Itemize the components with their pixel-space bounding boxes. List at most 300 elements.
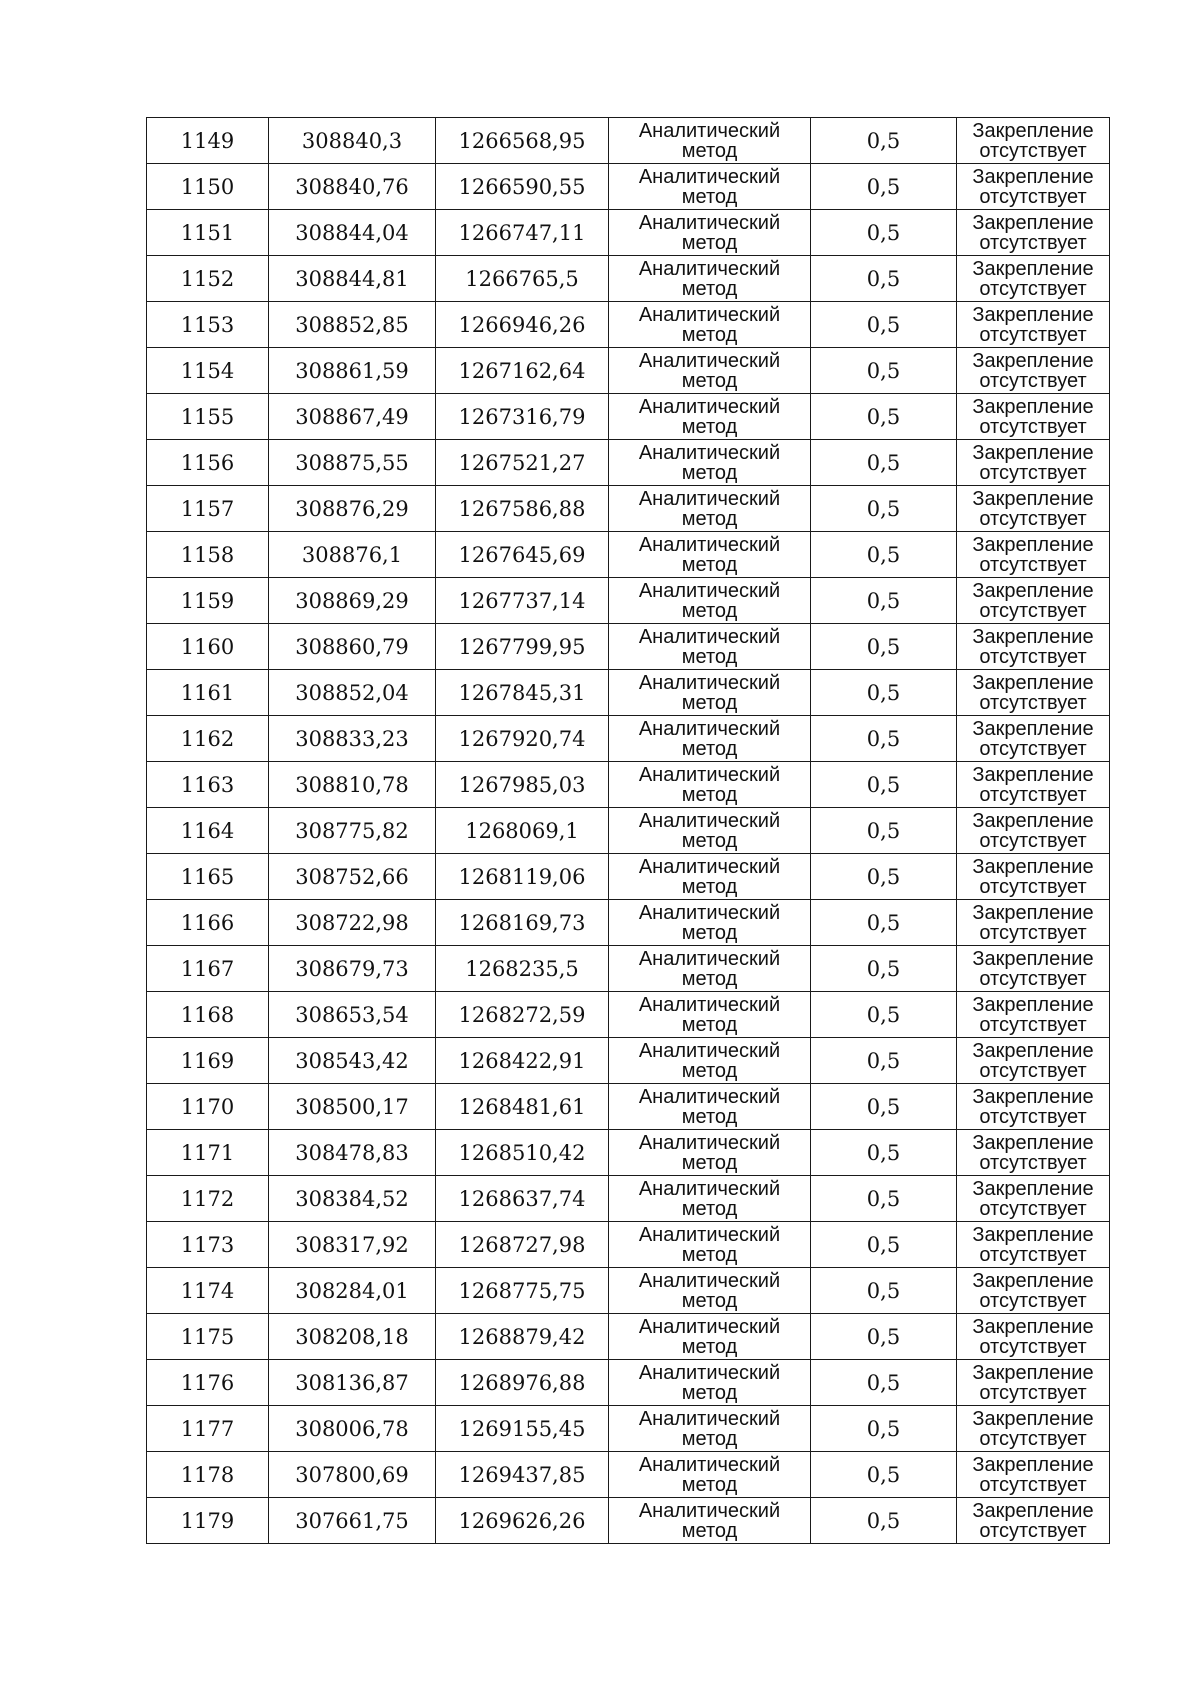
fixing-cell-line: отсутствует [979, 1151, 1087, 1174]
y-coordinate-cell: 1267737,14 [436, 578, 609, 624]
accuracy-cell: 0,5 [811, 670, 957, 716]
x-coordinate-cell: 308833,23 [269, 716, 436, 762]
table-row [147, 808, 1110, 854]
fixing-cell-line: отсутствует [979, 1427, 1087, 1450]
accuracy-cell: 0,5 [811, 946, 957, 992]
fixing-cell-line: отсутствует [979, 1335, 1087, 1358]
y-coordinate-cell: 1267586,88 [436, 486, 609, 532]
accuracy-cell: 0,5 [811, 1452, 957, 1498]
table-row [147, 624, 1110, 670]
x-coordinate-cell: 308852,04 [269, 670, 436, 716]
x-coordinate-cell: 308875,55 [269, 440, 436, 486]
fixing-cell-line: отсутствует [979, 1289, 1087, 1312]
point-number-cell: 1168 [147, 992, 269, 1038]
method-cell-line: Аналитический [638, 809, 781, 832]
x-coordinate-cell: 308876,29 [269, 486, 436, 532]
method-cell [609, 302, 811, 348]
method-cell-line: метод [681, 875, 738, 898]
accuracy-cell: 0,5 [811, 1314, 957, 1360]
fixing-cell-line: Закрепление [972, 993, 1094, 1016]
accuracy-cell: 0,5 [811, 900, 957, 946]
table-row [147, 854, 1110, 900]
table-row [147, 900, 1110, 946]
method-cell [609, 946, 811, 992]
method-cell [609, 348, 811, 394]
point-number-cell: 1149 [147, 118, 269, 164]
fixing-cell-line: отсутствует [979, 875, 1087, 898]
fixing-cell [957, 900, 1110, 946]
fixing-cell-line: Закрепление [972, 717, 1094, 740]
fixing-cell-line: отсутствует [979, 139, 1087, 162]
method-cell-line: метод [681, 1105, 738, 1128]
fixing-cell-line: отсутствует [979, 553, 1087, 576]
method-cell [609, 1406, 811, 1452]
method-cell-line: метод [681, 139, 738, 162]
method-cell-line: Аналитический [638, 855, 781, 878]
fixing-cell-line: Закрепление [972, 1131, 1094, 1154]
accuracy-cell: 0,5 [811, 532, 957, 578]
fixing-cell [957, 486, 1110, 532]
fixing-cell-line: отсутствует [979, 369, 1087, 392]
x-coordinate-cell: 308722,98 [269, 900, 436, 946]
method-cell [609, 670, 811, 716]
point-number-cell: 1175 [147, 1314, 269, 1360]
method-cell [609, 440, 811, 486]
method-cell [609, 578, 811, 624]
accuracy-cell: 0,5 [811, 1406, 957, 1452]
fixing-cell [957, 1406, 1110, 1452]
accuracy-cell: 0,5 [811, 440, 957, 486]
method-cell-line: Аналитический [638, 579, 781, 602]
method-cell-line: метод [681, 691, 738, 714]
x-coordinate-cell: 308775,82 [269, 808, 436, 854]
fixing-cell-line: отсутствует [979, 1059, 1087, 1082]
method-cell [609, 992, 811, 1038]
fixing-cell-line: отсутствует [979, 1197, 1087, 1220]
x-coordinate-cell: 308840,76 [269, 164, 436, 210]
point-number-cell: 1169 [147, 1038, 269, 1084]
point-number-cell: 1172 [147, 1176, 269, 1222]
method-cell-line: метод [681, 1335, 738, 1358]
method-cell-line: Аналитический [638, 947, 781, 970]
table-row [147, 946, 1110, 992]
table-row [147, 1222, 1110, 1268]
y-coordinate-cell: 1267316,79 [436, 394, 609, 440]
accuracy-cell: 0,5 [811, 1222, 957, 1268]
fixing-cell-line: Закрепление [972, 257, 1094, 280]
fixing-cell-line: отсутствует [979, 1013, 1087, 1036]
method-cell-line: Аналитический [638, 441, 781, 464]
method-cell-line: Аналитический [638, 1223, 781, 1246]
method-cell-line: Аналитический [638, 1407, 781, 1430]
fixing-cell [957, 1268, 1110, 1314]
table-row [147, 992, 1110, 1038]
x-coordinate-cell: 308852,85 [269, 302, 436, 348]
fixing-cell [957, 624, 1110, 670]
method-cell-line: метод [681, 1381, 738, 1404]
method-cell-line: Аналитический [638, 533, 781, 556]
fixing-cell [957, 118, 1110, 164]
method-cell-line: Аналитический [638, 1085, 781, 1108]
fixing-cell [957, 210, 1110, 256]
method-cell-line: Аналитический [638, 1131, 781, 1154]
fixing-cell-line: отсутствует [979, 231, 1087, 254]
fixing-cell-line: Закрепление [972, 1039, 1094, 1062]
method-cell-line: Аналитический [638, 395, 781, 418]
method-cell-line: метод [681, 1519, 738, 1542]
y-coordinate-cell: 1268510,42 [436, 1130, 609, 1176]
accuracy-cell: 0,5 [811, 486, 957, 532]
fixing-cell-line: Закрепление [972, 1269, 1094, 1292]
table-row [147, 1084, 1110, 1130]
fixing-cell-line: отсутствует [979, 277, 1087, 300]
y-coordinate-cell: 1267845,31 [436, 670, 609, 716]
y-coordinate-cell: 1268119,06 [436, 854, 609, 900]
method-cell [609, 808, 811, 854]
method-cell-line: метод [681, 1013, 738, 1036]
method-cell-line: Аналитический [638, 763, 781, 786]
point-number-cell: 1179 [147, 1498, 269, 1544]
method-cell-line: Аналитический [638, 165, 781, 188]
method-cell-line: метод [681, 1427, 738, 1450]
point-number-cell: 1171 [147, 1130, 269, 1176]
y-coordinate-cell: 1268637,74 [436, 1176, 609, 1222]
x-coordinate-cell: 308500,17 [269, 1084, 436, 1130]
method-cell [609, 1268, 811, 1314]
x-coordinate-cell: 308876,1 [269, 532, 436, 578]
fixing-cell-line: Закрепление [972, 119, 1094, 142]
y-coordinate-cell: 1266568,95 [436, 118, 609, 164]
method-cell-line: Аналитический [638, 1269, 781, 1292]
point-number-cell: 1170 [147, 1084, 269, 1130]
accuracy-cell: 0,5 [811, 1084, 957, 1130]
fixing-cell-line: Закрепление [972, 855, 1094, 878]
x-coordinate-cell: 308844,81 [269, 256, 436, 302]
method-cell-line: Аналитический [638, 1039, 781, 1062]
method-cell-line: метод [681, 553, 738, 576]
accuracy-cell: 0,5 [811, 992, 957, 1038]
method-cell-line: Аналитический [638, 1361, 781, 1384]
y-coordinate-cell: 1268069,1 [436, 808, 609, 854]
method-cell [609, 762, 811, 808]
method-cell [609, 1360, 811, 1406]
table-row [147, 532, 1110, 578]
x-coordinate-cell: 307800,69 [269, 1452, 436, 1498]
fixing-cell-line: отсутствует [979, 461, 1087, 484]
method-cell-line: метод [681, 185, 738, 208]
x-coordinate-cell: 308478,83 [269, 1130, 436, 1176]
method-cell [609, 716, 811, 762]
x-coordinate-cell: 308543,42 [269, 1038, 436, 1084]
x-coordinate-cell: 308810,78 [269, 762, 436, 808]
method-cell-line: метод [681, 1243, 738, 1266]
table-row [147, 440, 1110, 486]
method-cell [609, 1222, 811, 1268]
fixing-cell [957, 1038, 1110, 1084]
fixing-cell-line: отсутствует [979, 645, 1087, 668]
fixing-cell [957, 348, 1110, 394]
fixing-cell-line: Закрепление [972, 349, 1094, 372]
method-cell [609, 210, 811, 256]
fixing-cell-line: Закрепление [972, 395, 1094, 418]
x-coordinate-cell: 308844,04 [269, 210, 436, 256]
fixing-cell [957, 716, 1110, 762]
point-number-cell: 1152 [147, 256, 269, 302]
fixing-cell [957, 1130, 1110, 1176]
method-cell [609, 394, 811, 440]
method-cell [609, 1084, 811, 1130]
method-cell-line: метод [681, 967, 738, 990]
table-row [147, 1360, 1110, 1406]
accuracy-cell: 0,5 [811, 302, 957, 348]
method-cell [609, 164, 811, 210]
fixing-cell-line: Закрепление [972, 901, 1094, 924]
point-number-cell: 1157 [147, 486, 269, 532]
fixing-cell [957, 578, 1110, 624]
fixing-cell-line: Закрепление [972, 487, 1094, 510]
method-cell [609, 1176, 811, 1222]
fixing-cell [957, 302, 1110, 348]
table-row [147, 1038, 1110, 1084]
accuracy-cell: 0,5 [811, 1038, 957, 1084]
point-number-cell: 1156 [147, 440, 269, 486]
method-cell-line: метод [681, 783, 738, 806]
x-coordinate-cell: 308208,18 [269, 1314, 436, 1360]
x-coordinate-cell: 308384,52 [269, 1176, 436, 1222]
fixing-cell-line: Закрепление [972, 579, 1094, 602]
x-coordinate-cell: 308679,73 [269, 946, 436, 992]
accuracy-cell: 0,5 [811, 118, 957, 164]
fixing-cell [957, 256, 1110, 302]
fixing-cell [957, 394, 1110, 440]
method-cell-line: Аналитический [638, 993, 781, 1016]
fixing-cell-line: Закрепление [972, 303, 1094, 326]
fixing-cell-line: отсутствует [979, 829, 1087, 852]
fixing-cell [957, 440, 1110, 486]
y-coordinate-cell: 1266946,26 [436, 302, 609, 348]
method-cell [609, 486, 811, 532]
fixing-cell-line: отсутствует [979, 967, 1087, 990]
x-coordinate-cell: 308867,49 [269, 394, 436, 440]
fixing-cell-line: отсутствует [979, 415, 1087, 438]
accuracy-cell: 0,5 [811, 1268, 957, 1314]
accuracy-cell: 0,5 [811, 808, 957, 854]
point-number-cell: 1153 [147, 302, 269, 348]
fixing-cell-line: Закрепление [972, 1085, 1094, 1108]
fixing-cell-line: отсутствует [979, 1519, 1087, 1542]
fixing-cell-line: отсутствует [979, 599, 1087, 622]
fixing-cell-line: Закрепление [972, 947, 1094, 970]
accuracy-cell: 0,5 [811, 716, 957, 762]
accuracy-cell: 0,5 [811, 164, 957, 210]
x-coordinate-cell: 308284,01 [269, 1268, 436, 1314]
y-coordinate-cell: 1268727,98 [436, 1222, 609, 1268]
accuracy-cell: 0,5 [811, 1498, 957, 1544]
fixing-cell-line: Закрепление [972, 1361, 1094, 1384]
method-cell-line: метод [681, 645, 738, 668]
table-row [147, 578, 1110, 624]
fixing-cell [957, 164, 1110, 210]
method-cell-line: Аналитический [638, 487, 781, 510]
fixing-cell-line: отсутствует [979, 1243, 1087, 1266]
y-coordinate-cell: 1266747,11 [436, 210, 609, 256]
fixing-cell-line: отсутствует [979, 691, 1087, 714]
x-coordinate-cell: 308861,59 [269, 348, 436, 394]
accuracy-cell: 0,5 [811, 210, 957, 256]
fixing-cell [957, 854, 1110, 900]
y-coordinate-cell: 1268879,42 [436, 1314, 609, 1360]
table-row [147, 762, 1110, 808]
fixing-cell-line: Закрепление [972, 1223, 1094, 1246]
fixing-cell-line: Закрепление [972, 763, 1094, 786]
x-coordinate-cell: 307661,75 [269, 1498, 436, 1544]
x-coordinate-cell: 308653,54 [269, 992, 436, 1038]
fixing-cell-line: отсутствует [979, 323, 1087, 346]
fixing-cell-line: отсутствует [979, 1381, 1087, 1404]
fixing-cell-line: отсутствует [979, 1473, 1087, 1496]
fixing-cell-line: отсутствует [979, 783, 1087, 806]
method-cell [609, 1130, 811, 1176]
table-row [147, 348, 1110, 394]
fixing-cell-line: отсутствует [979, 737, 1087, 760]
method-cell-line: метод [681, 277, 738, 300]
coordinates-table [146, 117, 1110, 1544]
point-number-cell: 1177 [147, 1406, 269, 1452]
fixing-cell-line: отсутствует [979, 507, 1087, 530]
y-coordinate-cell: 1267521,27 [436, 440, 609, 486]
y-coordinate-cell: 1267645,69 [436, 532, 609, 578]
method-cell-line: Аналитический [638, 717, 781, 740]
method-cell [609, 1038, 811, 1084]
fixing-cell-line: Закрепление [972, 1315, 1094, 1338]
fixing-cell-line: отсутствует [979, 921, 1087, 944]
point-number-cell: 1178 [147, 1452, 269, 1498]
method-cell [609, 1498, 811, 1544]
table-row [147, 1406, 1110, 1452]
method-cell-line: Аналитический [638, 303, 781, 326]
method-cell-line: Аналитический [638, 349, 781, 372]
method-cell-line: метод [681, 415, 738, 438]
method-cell-line: Аналитический [638, 211, 781, 234]
fixing-cell [957, 946, 1110, 992]
y-coordinate-cell: 1267799,95 [436, 624, 609, 670]
method-cell-line: метод [681, 1473, 738, 1496]
y-coordinate-cell: 1267920,74 [436, 716, 609, 762]
fixing-cell-line: Закрепление [972, 1499, 1094, 1522]
table-row [147, 716, 1110, 762]
fixing-cell [957, 1084, 1110, 1130]
accuracy-cell: 0,5 [811, 1130, 957, 1176]
x-coordinate-cell: 308840,3 [269, 118, 436, 164]
fixing-cell [957, 1222, 1110, 1268]
method-cell-line: метод [681, 1197, 738, 1220]
x-coordinate-cell: 308136,87 [269, 1360, 436, 1406]
x-coordinate-cell: 308860,79 [269, 624, 436, 670]
accuracy-cell: 0,5 [811, 394, 957, 440]
table-row [147, 670, 1110, 716]
y-coordinate-cell: 1268976,88 [436, 1360, 609, 1406]
method-cell-line: метод [681, 323, 738, 346]
fixing-cell [957, 1360, 1110, 1406]
y-coordinate-cell: 1268775,75 [436, 1268, 609, 1314]
point-number-cell: 1151 [147, 210, 269, 256]
point-number-cell: 1166 [147, 900, 269, 946]
fixing-cell-line: Закрепление [972, 441, 1094, 464]
method-cell [609, 256, 811, 302]
point-number-cell: 1162 [147, 716, 269, 762]
method-cell-line: метод [681, 461, 738, 484]
point-number-cell: 1154 [147, 348, 269, 394]
method-cell-line: метод [681, 231, 738, 254]
accuracy-cell: 0,5 [811, 1176, 957, 1222]
point-number-cell: 1165 [147, 854, 269, 900]
method-cell-line: Аналитический [638, 1315, 781, 1338]
point-number-cell: 1164 [147, 808, 269, 854]
point-number-cell: 1176 [147, 1360, 269, 1406]
fixing-cell-line: Закрепление [972, 211, 1094, 234]
y-coordinate-cell: 1266590,55 [436, 164, 609, 210]
fixing-cell-line: Закрепление [972, 809, 1094, 832]
method-cell [609, 854, 811, 900]
fixing-cell-line: Закрепление [972, 625, 1094, 648]
method-cell [609, 118, 811, 164]
table-row [147, 1452, 1110, 1498]
method-cell [609, 532, 811, 578]
table-row [147, 1130, 1110, 1176]
accuracy-cell: 0,5 [811, 578, 957, 624]
fixing-cell [957, 762, 1110, 808]
fixing-cell [957, 532, 1110, 578]
fixing-cell-line: Закрепление [972, 165, 1094, 188]
method-cell [609, 624, 811, 670]
method-cell-line: Аналитический [638, 1453, 781, 1476]
fixing-cell-line: Закрепление [972, 1453, 1094, 1476]
method-cell-line: Аналитический [638, 1177, 781, 1200]
fixing-cell [957, 992, 1110, 1038]
point-number-cell: 1150 [147, 164, 269, 210]
method-cell-line: Аналитический [638, 119, 781, 142]
table-row [147, 210, 1110, 256]
y-coordinate-cell: 1268169,73 [436, 900, 609, 946]
point-number-cell: 1174 [147, 1268, 269, 1314]
method-cell [609, 900, 811, 946]
accuracy-cell: 0,5 [811, 348, 957, 394]
point-number-cell: 1155 [147, 394, 269, 440]
method-cell-line: Аналитический [638, 625, 781, 648]
table-row [147, 1498, 1110, 1544]
y-coordinate-cell: 1267985,03 [436, 762, 609, 808]
y-coordinate-cell: 1269626,26 [436, 1498, 609, 1544]
method-cell-line: Аналитический [638, 257, 781, 280]
method-cell-line: метод [681, 1059, 738, 1082]
y-coordinate-cell: 1266765,5 [436, 256, 609, 302]
point-number-cell: 1159 [147, 578, 269, 624]
table-row [147, 1314, 1110, 1360]
table-row [147, 1268, 1110, 1314]
method-cell [609, 1314, 811, 1360]
point-number-cell: 1167 [147, 946, 269, 992]
method-cell-line: метод [681, 829, 738, 852]
point-number-cell: 1173 [147, 1222, 269, 1268]
fixing-cell [957, 670, 1110, 716]
x-coordinate-cell: 308317,92 [269, 1222, 436, 1268]
accuracy-cell: 0,5 [811, 256, 957, 302]
table-row [147, 1176, 1110, 1222]
fixing-cell-line: Закрепление [972, 671, 1094, 694]
method-cell-line: метод [681, 507, 738, 530]
fixing-cell [957, 1498, 1110, 1544]
table-row [147, 302, 1110, 348]
